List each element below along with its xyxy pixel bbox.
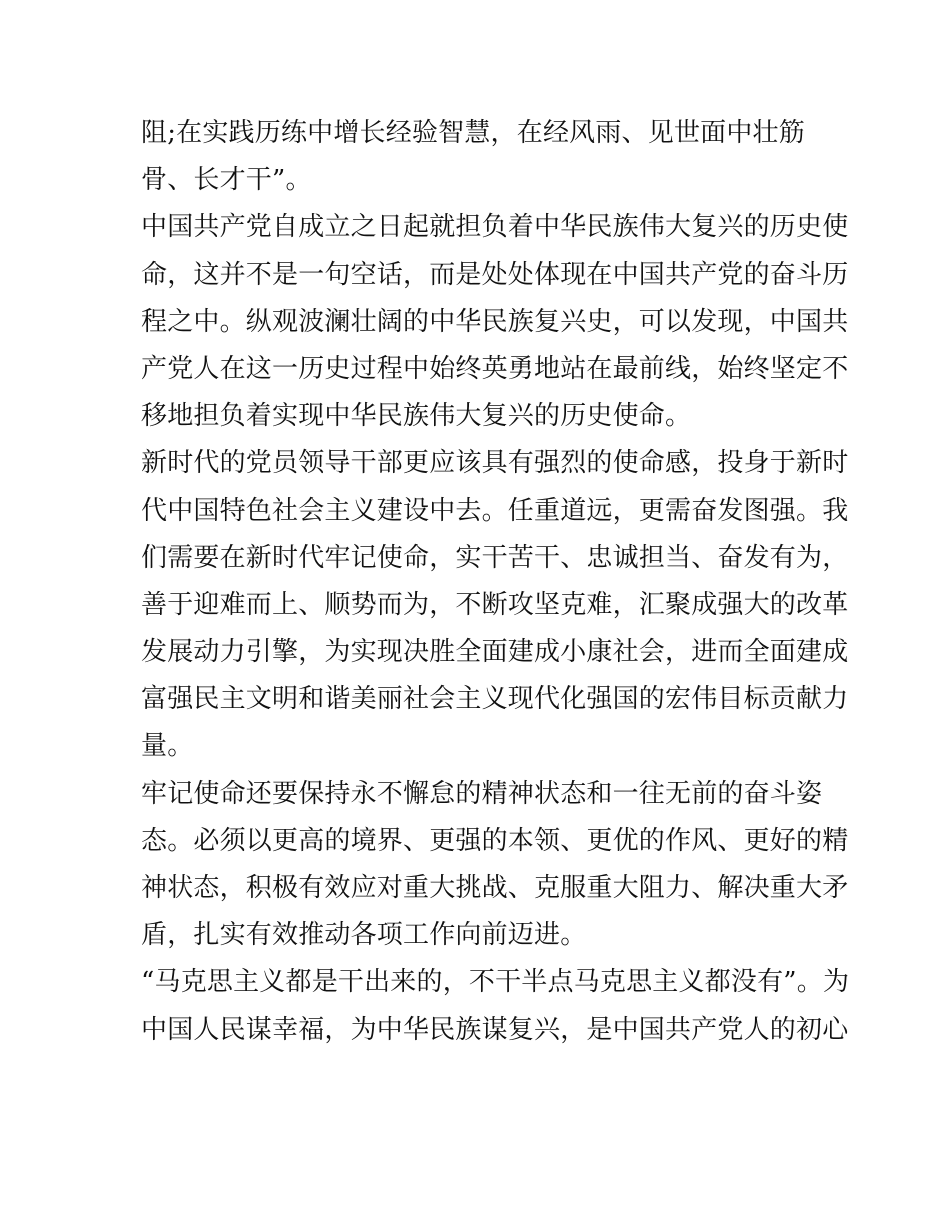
text-line: 移地担负着实现中华民族伟大复兴的历史使命。 — [141, 401, 692, 432]
text-line: 命，这并不是一句空话，而是处处体现在中国共产党的奋斗历 — [141, 259, 849, 290]
text-line: 们需要在新时代牢记使命，实干苦干、忠诚担当、奋发有为， — [141, 542, 849, 573]
text-line: 发展动力引擎，为实现决胜全面建成小康社会，进而全面建成 — [141, 637, 849, 668]
text-line: 牢记使命还要保持永不懈怠的精神状态和一往无前的奋斗姿 — [141, 778, 823, 809]
text-line: 神状态，积极有效应对重大挑战、克服重大阻力、解决重大矛 — [141, 873, 849, 903]
text-line: 富强民主文明和谐美丽社会主义现代化强国的宏伟目标贡献力 — [141, 684, 849, 715]
text-line: 善于迎难而上、顺势而为，不断攻坚克难，汇聚成强大的改革 — [141, 589, 849, 620]
text-line: 程之中。纵观波澜壮阔的中华民族复兴史，可以发现，中国共 — [141, 306, 849, 337]
document-body-text — [141, 110, 850, 1054]
text-line: 量。 — [141, 731, 194, 762]
text-line: 中国人民谋幸福，为中华民族谋复兴，是中国共产党人的初心 — [141, 1014, 849, 1045]
text-line: 态。必须以更高的境界、更强的本领、更优的作风、更好的精 — [141, 825, 849, 856]
text-line: 中国共产党自成立之日起就担负着中华民族伟大复兴的历史使 — [141, 212, 849, 243]
text-line: 代中国特色社会主义建设中去。任重道远，更需奋发图强。我 — [141, 495, 849, 526]
text-line: 盾，扎实有效推动各项工作向前迈进。 — [141, 920, 587, 951]
text-line: 骨、长才干”。 — [141, 165, 312, 196]
text-line: “马克思主义都是干出来的，不干半点马克思主义都没有”。为 — [141, 967, 850, 998]
text-line: 产党人在这一历史过程中始终英勇地站在最前线，始终坚定不 — [141, 353, 849, 384]
text-line: 阻;在实践历练中增长经验智慧，在经风雨、见世面中壮筋 — [141, 118, 805, 148]
text-line: 新时代的党员领导干部更应该具有强烈的使命感，投身于新时 — [141, 448, 849, 479]
